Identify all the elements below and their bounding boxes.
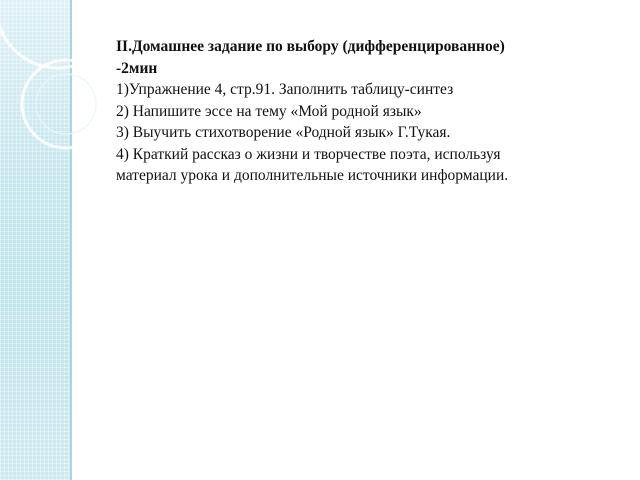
heading-line-2: -2мин bbox=[116, 59, 158, 77]
deco-circle-inner bbox=[36, 74, 96, 134]
list-item-2: 2) Напишите эссе на тему «Мой родной язык» bbox=[116, 102, 422, 120]
list-item-1: 1)Упражнение 4, стр.91. Заполнить таблицу-синтез bbox=[116, 81, 454, 98]
list-item-4: 4) Краткий рассказ о жизни и творчестве поэта, используя bbox=[116, 145, 501, 163]
list-item-3: 3) Выучить стихотворение «Родной язык» Г.Тукая. bbox=[116, 124, 451, 141]
homework-text-block bbox=[116, 36, 616, 187]
list-item-4-continuation: материал урока и дополнительные источники информации. bbox=[116, 167, 509, 184]
deco-circle-middle bbox=[22, 60, 110, 148]
heading-line-1: II.Домашнее задание по выбору (дифференцированное) bbox=[116, 38, 505, 55]
deco-circle-top bbox=[0, 0, 120, 68]
